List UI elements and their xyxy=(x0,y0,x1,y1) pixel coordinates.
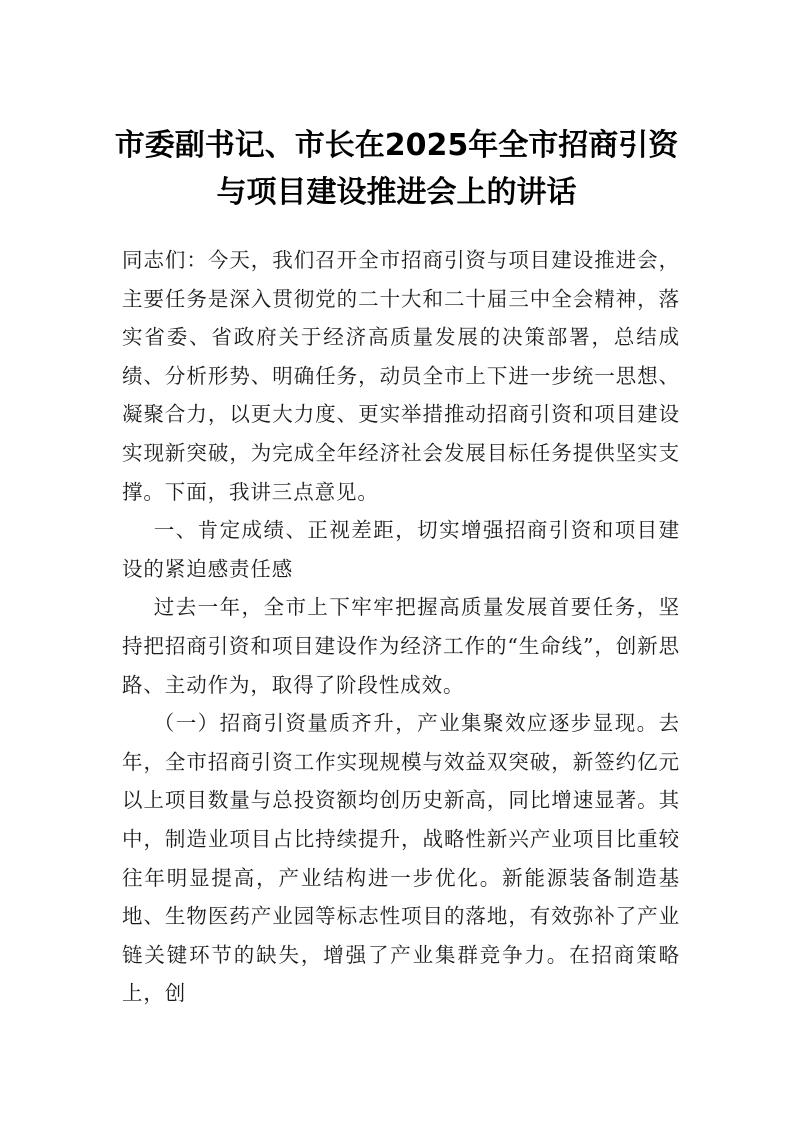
document-title-line-1: 市委副书记、市长在2025年全市招商引资 xyxy=(114,128,679,163)
paragraph-subsection-1: （一）招商引资量质齐升，产业集聚效应逐步显现。去年，全市招商引资工作实现规模与效益双突破，新签约亿元以上项目数量与总投资额均创历史新高，同比增速显著。其中，制造业项目占比持续提升，战略性新兴产业项目比重较往年明显提高，产业结构进一步优化。新能源装备制造基地、生物医药产业园等标志性项目的落地，有效弥补了产业链关键环节的缺失，增强了产业集群竞争力。在招商策略上，创 xyxy=(122,711,680,1006)
document-title-line-2: 与项目建设推进会上的讲话 xyxy=(216,175,577,210)
paragraph-review: 过去一年，全市上下牢牢把握高质量发展首要任务，坚持把招商引资和项目建设作为经济工作的“生命线”，创新思路、主动作为，取得了阶段性成效。 xyxy=(122,595,680,697)
document-body xyxy=(122,241,680,1013)
section-heading-1: 一、肯定成绩、正视差距，切实增强招商引资和项目建设的紧迫感责任感 xyxy=(122,518,680,581)
paragraph-opening: 同志们：今天，我们召开全市招商引资与项目建设推进会，主要任务是深入贯彻党的二十大和二十届三中全会精神，落实省委、省政府关于经济高质量发展的决策部署，总结成绩、分析形势、明确任务，动员全市上下进一步统一思想、凝聚合力，以更大力度、更实举措推动招商引资和项目建设实现新突破，为完成全年经济社会发展目标任务提供坚实支撑。下面，我讲三点意见。 xyxy=(122,248,680,504)
